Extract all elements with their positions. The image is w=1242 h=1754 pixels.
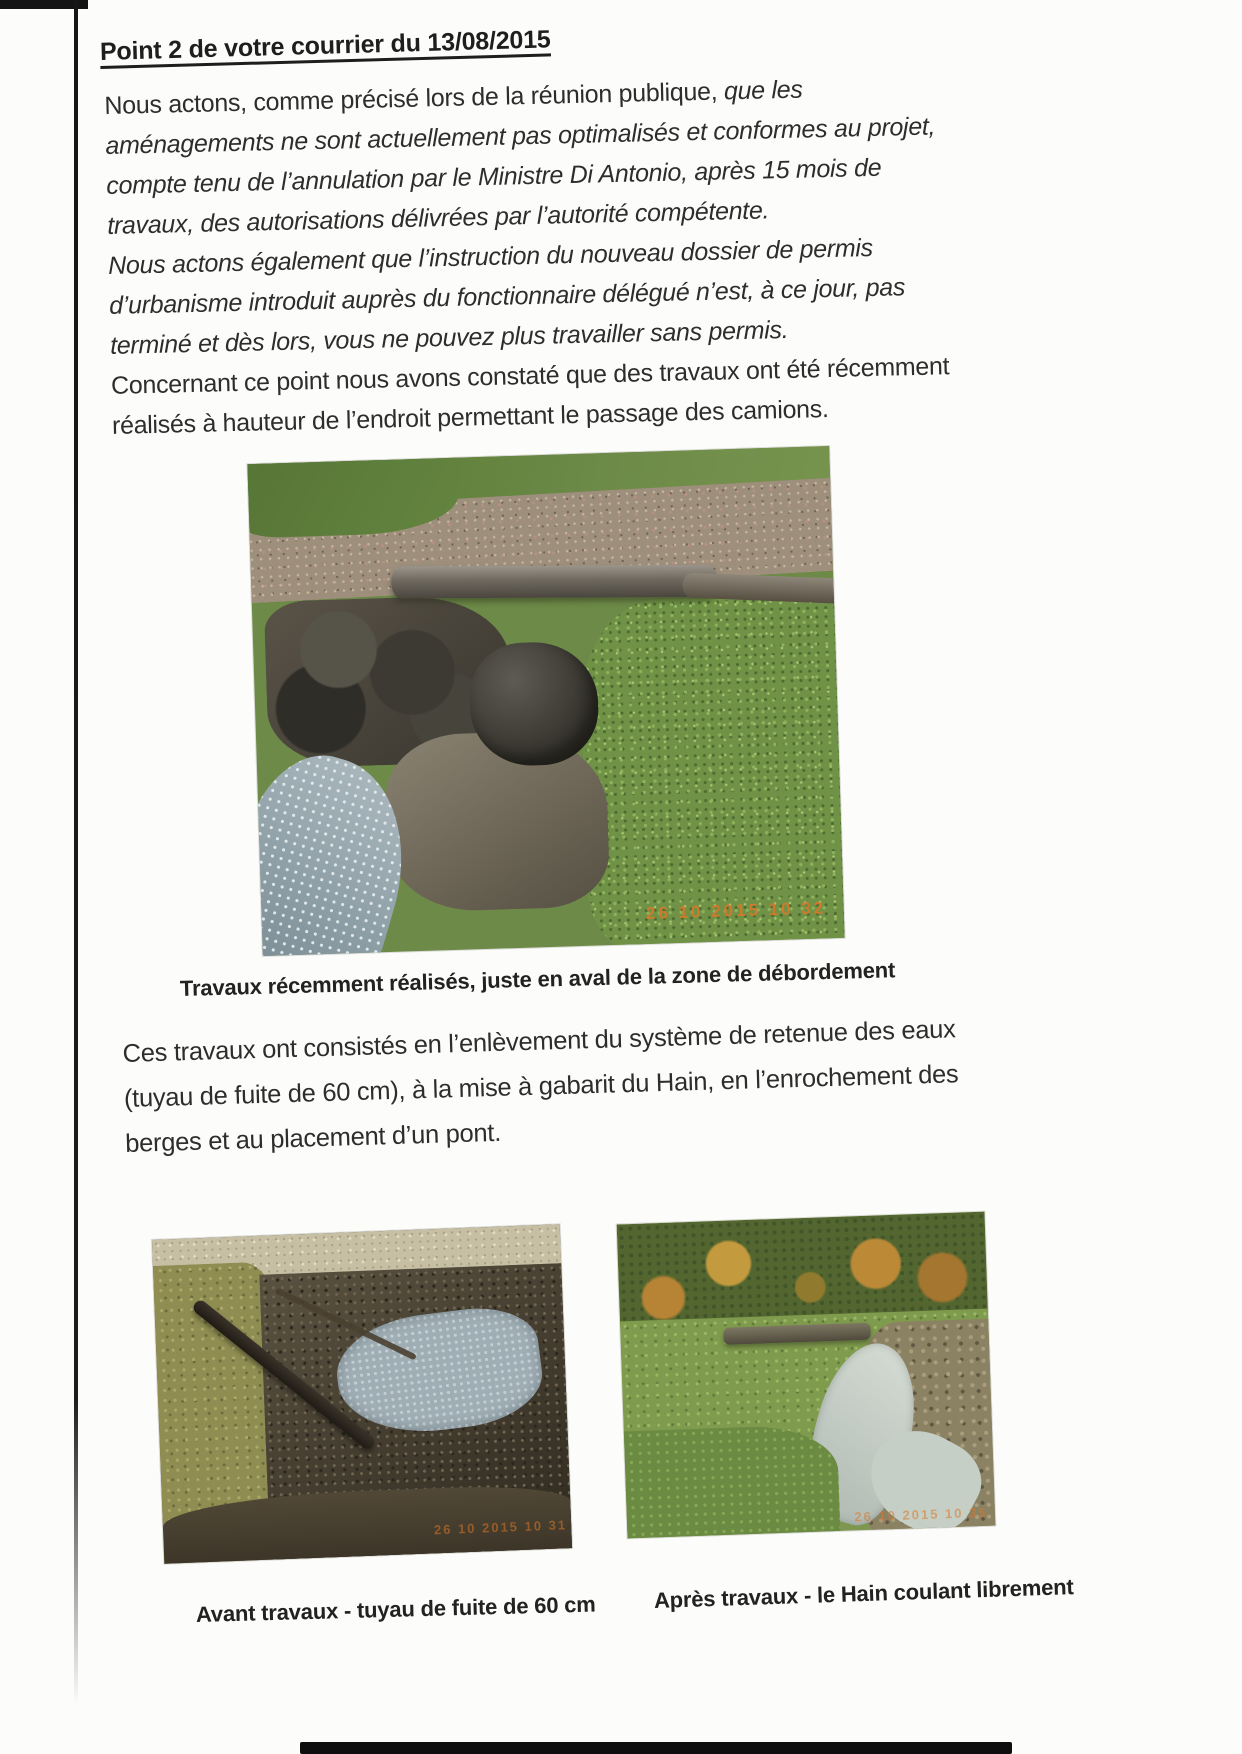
photo-apres-travaux bbox=[617, 1212, 996, 1539]
text-line: (tuyau de fuite de 60 cm), à la mise à gabarit du Hain, en l’enrochement des bbox=[123, 1060, 959, 1113]
text-line: Concernant ce point nous avons constaté que des travaux ont été récemment bbox=[110, 352, 950, 400]
text-line: berges et au placement d’un pont. bbox=[124, 1118, 502, 1158]
text-line: compte tenu de l’annulation par le Ministre Di Antonio, après 15 mois de bbox=[106, 153, 882, 200]
text-italic: que les bbox=[723, 75, 803, 106]
text-line: terminé et dès lors, vous ne pouvez plus travailler sans permis. bbox=[109, 315, 789, 360]
boulder-shape bbox=[469, 640, 601, 767]
scan-artifact-left-line bbox=[74, 0, 78, 1705]
photo2-caption: Avant travaux - tuyau de fuite de 60 cm bbox=[195, 1591, 596, 1627]
photo-avant-travaux bbox=[152, 1224, 572, 1563]
mud-channel-shape bbox=[384, 729, 611, 913]
photo-timestamp: 26 10 2015 10 31 bbox=[433, 1517, 568, 1538]
photo1-caption: Travaux récemment réalisés, juste en aval de la zone de débordement bbox=[179, 957, 896, 1001]
photo-timestamp: 26 10 2015 10 35 bbox=[854, 1504, 988, 1525]
photo-travaux-aval bbox=[247, 446, 844, 956]
paragraph-block-middle bbox=[122, 1007, 960, 1167]
paragraph-block-top bbox=[104, 66, 951, 446]
photo-timestamp: 26 10 2015 10 32 bbox=[645, 898, 827, 924]
text-line: Ces travaux ont consistés en l’enlèvement du système de retenue des eaux bbox=[122, 1015, 956, 1068]
text-line: Nous actons également que l’instruction du nouveau dossier de permis bbox=[107, 233, 874, 280]
text-regular: Nous actons, comme précisé lors de la réunion publique, bbox=[104, 77, 725, 120]
text-line: réalisés à hauteur de l’endroit permettant le passage des camions. bbox=[111, 395, 829, 440]
grass-foreground-shape bbox=[617, 1424, 842, 1538]
scan-artifact-bottom-bar bbox=[300, 1742, 1012, 1754]
text-line: travaux, des autorisations délivrées par l’autorité compétente. bbox=[106, 196, 770, 240]
concrete-beam-shape bbox=[391, 565, 717, 599]
photo3-caption: Après travaux - le Hain coulant librement bbox=[653, 1574, 1074, 1613]
text-line: aménagements ne sont actuellement pas optimalisés et conformes au projet, bbox=[105, 112, 936, 160]
document-heading: Point 2 de votre courrier du 13/08/2015 bbox=[99, 25, 551, 66]
text-line: d’urbanisme introduit auprès du fonctionnaire délégué n’est, à ce jour, pas bbox=[108, 273, 906, 320]
